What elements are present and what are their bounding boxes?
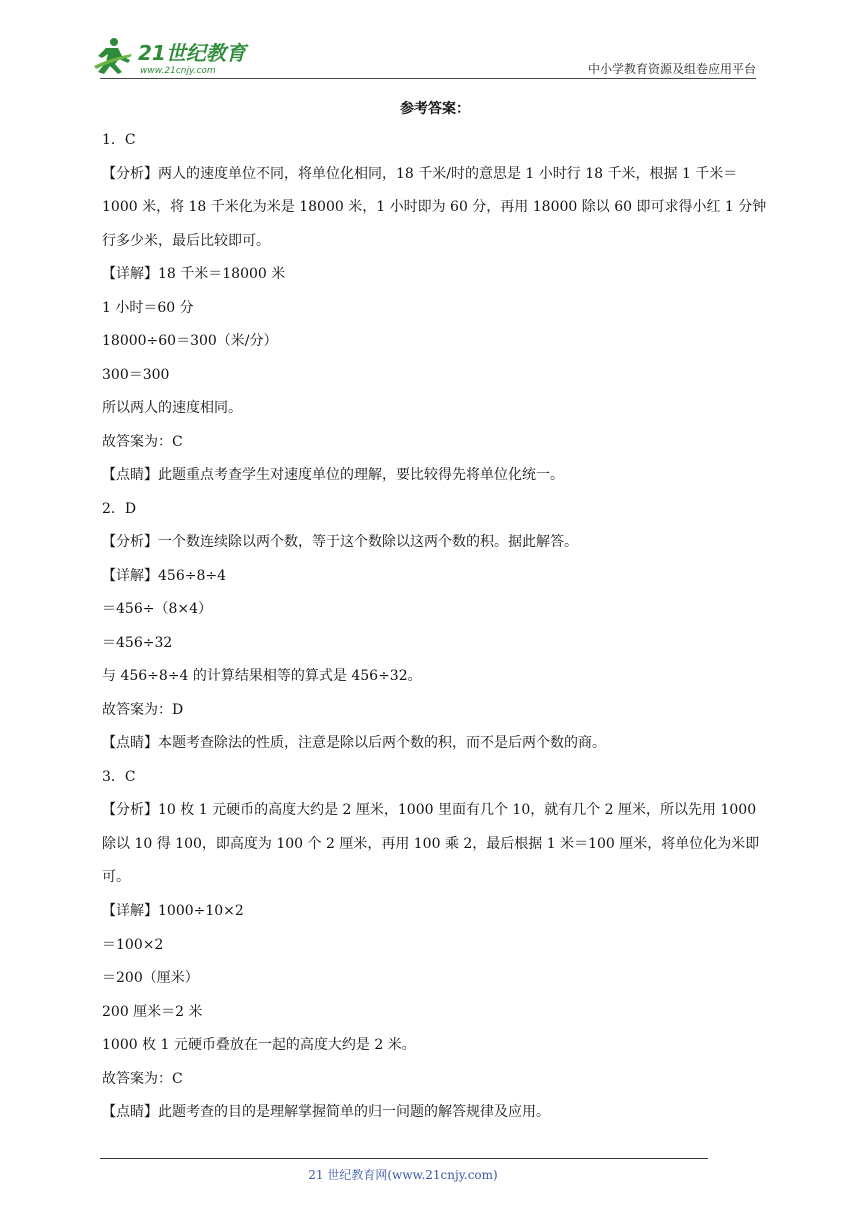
answer-line: 故答案为：C <box>102 433 183 450</box>
answer-line: 【分析】两人的速度单位不同，将单位化相同，18 千米/时的意思是 1 小时行 18 千米，根据 1 千米＝1000 米，将 18 千米化为米是 18000 米，1 小时即为 60 分，再用 18000 除以 60 即可求得小红 1 分钟行多少米，最后比较即可。 <box>102 165 767 249</box>
answer-line: 【分析】10 枚 1 元硬币的高度大约是 2 厘米，1000 里面有几个 10，就有几个 2 厘米，所以先用 1000 除以 10 得 100，即高度为 100 个 2 厘米，再用 100 乘 2，最后根据 1 米＝100 厘米，将单位化为米即可。 <box>102 802 761 886</box>
logo-21cnjy <box>92 36 262 78</box>
platform-label: 中小学教育资源及组卷应用平台 <box>587 62 756 76</box>
answer-line: 【分析】一个数连续除以两个数，等于这个数除以这两个数的积。据此解答。 <box>102 534 578 551</box>
logo-url: www.21cnjy.com <box>140 66 216 76</box>
answer-line: 故答案为：C <box>102 1070 183 1087</box>
answer-content <box>102 98 768 1136</box>
answer-line: ＝456÷32 <box>102 634 173 651</box>
answer-line: 【详解】456÷8÷4 <box>102 567 226 584</box>
footer-divider <box>100 1158 708 1159</box>
runner-icon <box>94 38 132 74</box>
answer-line: 300＝300 <box>102 366 170 383</box>
answer-line: 与 456÷8÷4 的计算结果相等的算式是 456÷32。 <box>102 668 422 685</box>
page-title: 参考答案： <box>400 101 470 117</box>
answer-line: ＝200（厘米） <box>102 970 199 987</box>
answer-line: 【点睛】此题重点考查学生对速度单位的理解，要比较得先将单位化统一。 <box>102 467 564 484</box>
answer-line: 故答案为：D <box>102 701 184 718</box>
answer-line: 200 厘米＝2 米 <box>102 1003 203 1020</box>
logo-text: 21世纪教育 <box>138 41 246 65</box>
answer-line: 18000÷60＝300（米/分） <box>102 333 278 350</box>
answer-line: 【点睛】本题考查除法的性质，注意是除以后两个数的积，而不是后两个数的商。 <box>102 735 606 752</box>
answer-line: 1．C <box>102 132 136 148</box>
answer-line: 1 小时＝60 分 <box>102 299 194 316</box>
header-divider <box>100 78 756 79</box>
answer-line: 1000 枚 1 元硬币叠放在一起的高度大约是 2 米。 <box>102 1037 416 1054</box>
answer-line: 所以两人的速度相同。 <box>102 400 242 417</box>
answer-line: 2．D <box>102 500 137 517</box>
answer-lines <box>102 130 768 1123</box>
page-header <box>0 0 860 90</box>
answer-line: 【详解】18 千米＝18000 米 <box>102 266 286 283</box>
answer-line: 【详解】1000÷10×2 <box>102 903 244 920</box>
footer-text: 21 世纪教育网(www.21cnjy.com) <box>308 1168 498 1182</box>
answer-line: ＝100×2 <box>102 936 164 953</box>
answer-line: 【点睛】此题考查的目的是理解掌握简单的归一问题的解答规律及应用。 <box>102 1104 550 1121</box>
answer-line: 3．C <box>102 768 136 785</box>
answer-line: ＝456÷（8×4） <box>102 601 212 618</box>
